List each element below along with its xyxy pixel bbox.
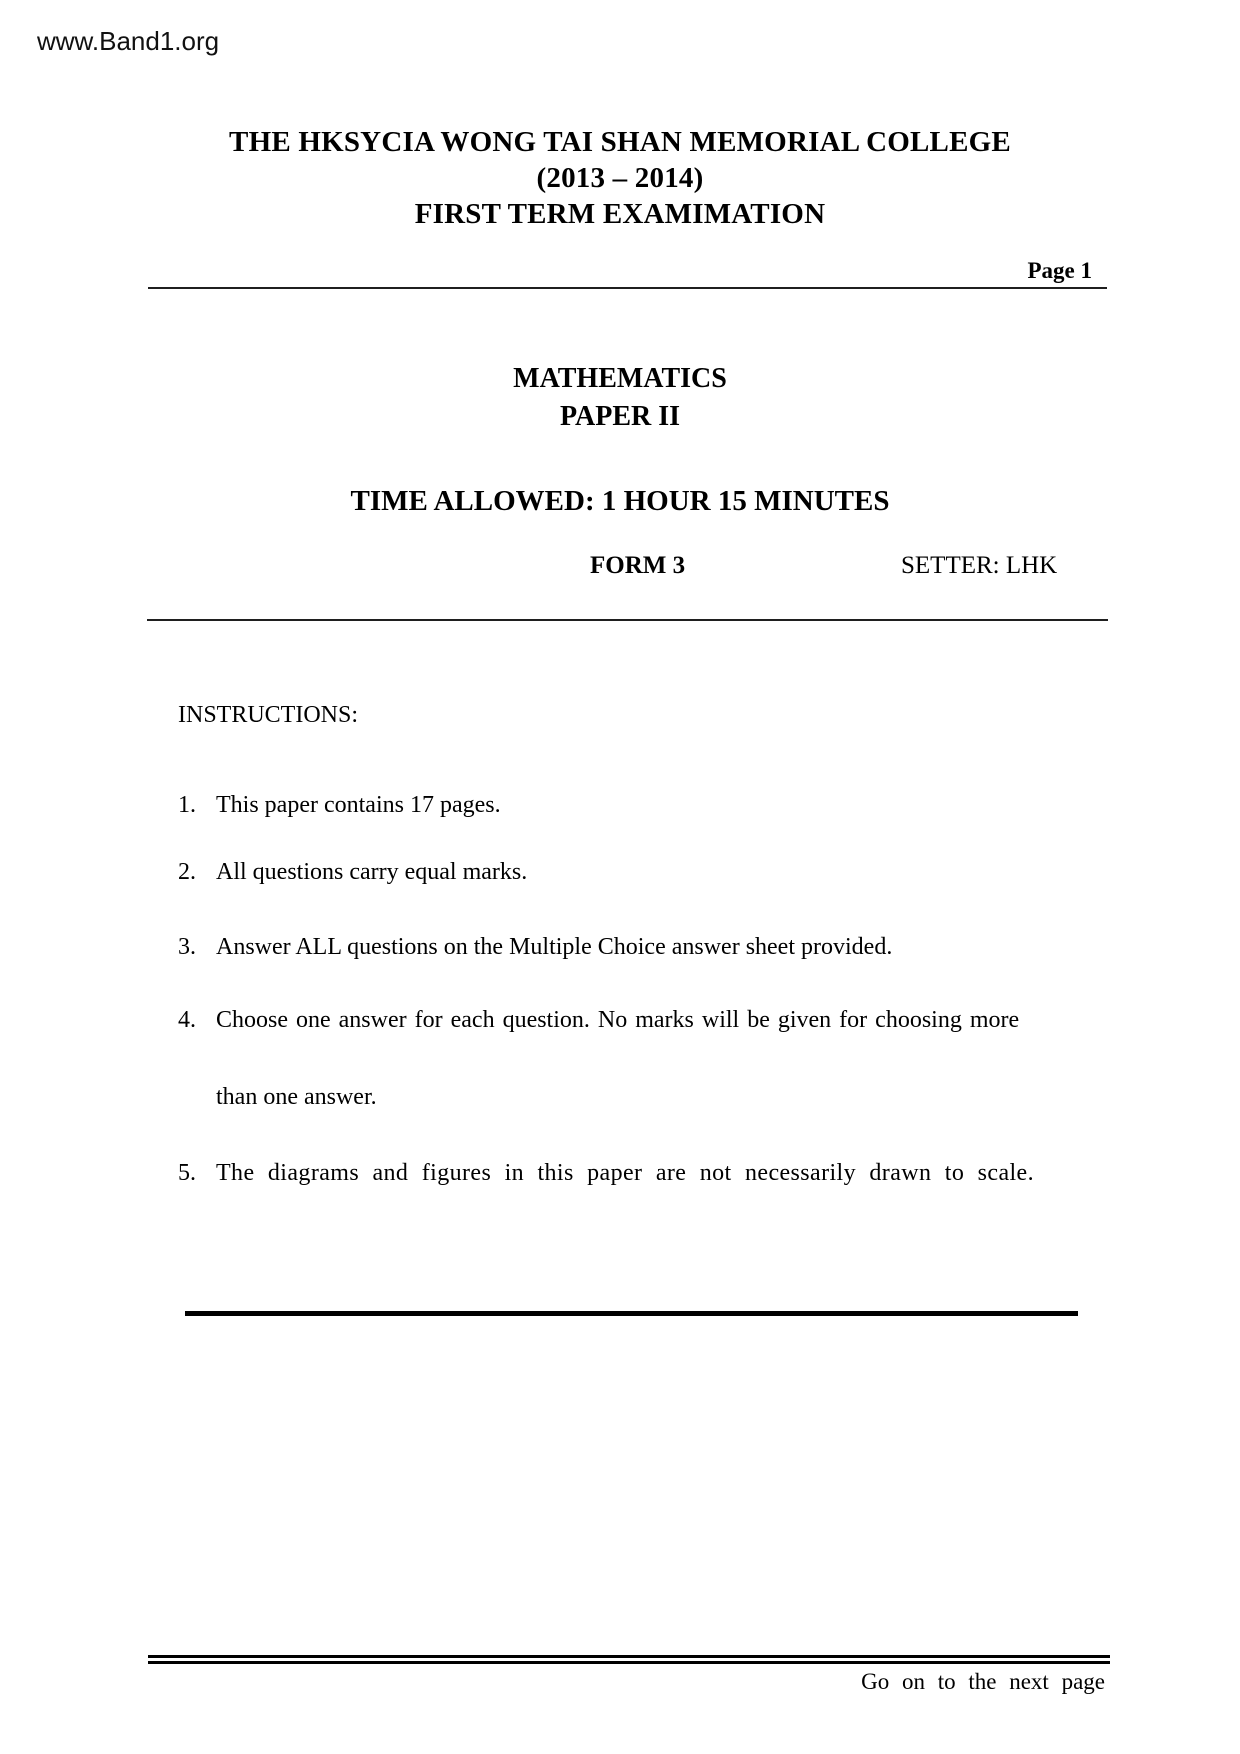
instruction-text: The diagrams and figures in this paper are not necessarily drawn to scale. xyxy=(216,1160,1035,1186)
end-of-instructions-rule xyxy=(185,1311,1078,1316)
college-name: THE HKSYCIA WONG TAI SHAN MEMORIAL COLLEGE xyxy=(229,126,1011,158)
footer-rule-bottom-bar xyxy=(148,1661,1110,1664)
setter-label: SETTER: LHK xyxy=(901,552,1058,579)
instruction-text: All questions carry equal marks. xyxy=(216,859,528,885)
instruction-item xyxy=(178,932,1130,962)
instruction-text: Answer ALL questions on the Multiple Choice answer sheet provided. xyxy=(216,934,893,960)
instruction-item xyxy=(178,790,1130,820)
instruction-number: 2. xyxy=(178,859,196,885)
instruction-number: 4. xyxy=(178,1007,196,1033)
footer-double-rule xyxy=(148,1655,1110,1664)
section-divider-rule xyxy=(147,619,1108,621)
exam-term-title: FIRST TERM EXAMIMATION xyxy=(414,198,826,230)
paper-number: PAPER II xyxy=(559,401,681,432)
instruction-number: 3. xyxy=(178,934,196,960)
academic-year: (2013 – 2014) xyxy=(536,162,704,194)
header-divider-rule xyxy=(148,287,1107,289)
page-number-label: Page 1 xyxy=(1027,258,1092,283)
instruction-text: This paper contains 17 pages. xyxy=(216,792,501,818)
go-on-next-page-note: Go on to the next page xyxy=(861,1669,1105,1694)
instruction-number: 5. xyxy=(178,1160,196,1186)
instruction-number: 1. xyxy=(178,792,196,818)
instruction-item xyxy=(178,857,1130,887)
instruction-text-line-2: than one answer. xyxy=(216,1084,377,1110)
instruction-text xyxy=(216,1005,1130,1112)
exam-header xyxy=(0,124,1240,232)
form-label: FORM 3 xyxy=(590,552,686,579)
instruction-item xyxy=(178,1158,1130,1188)
time-allowed: TIME ALLOWED: 1 HOUR 15 MINUTES xyxy=(350,485,890,517)
instruction-text-line-1: Choose one answer for each question. No marks will be given for choosing more xyxy=(216,1007,1020,1033)
instruction-item xyxy=(178,1005,1130,1112)
instructions-heading: INSTRUCTIONS: xyxy=(178,702,359,728)
subject-name: MATHEMATICS xyxy=(513,363,727,394)
site-watermark: www.Band1.org xyxy=(37,26,220,56)
